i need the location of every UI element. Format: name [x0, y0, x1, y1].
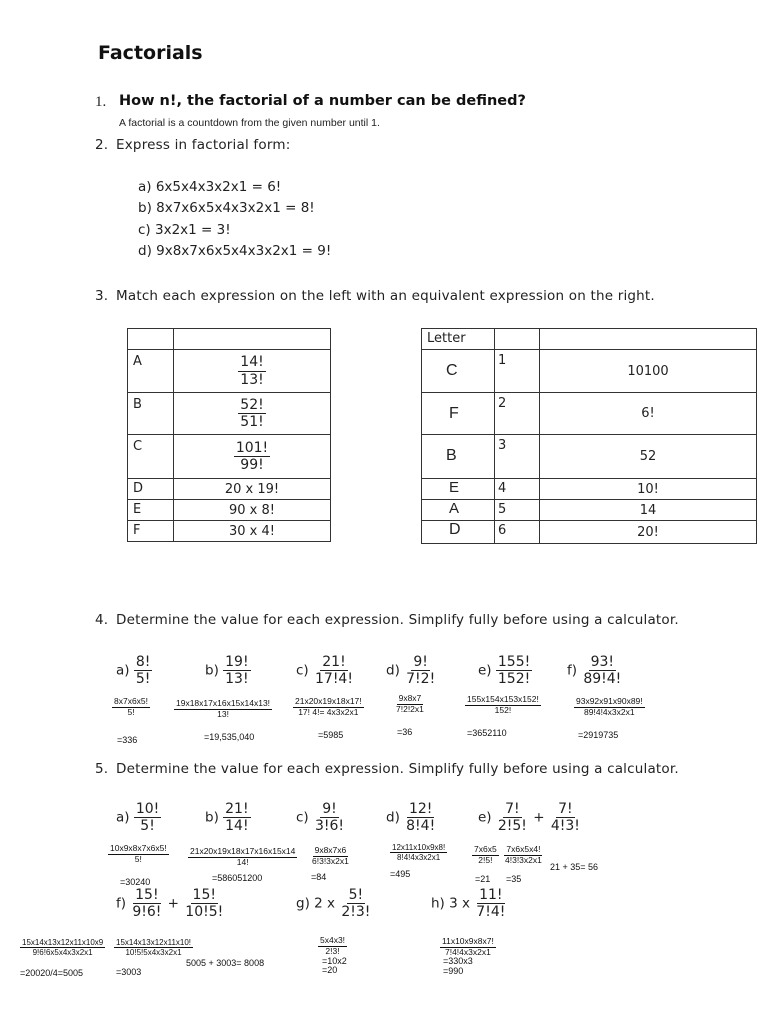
q4-text: Determine the value for each expression. Simplify fully before using a calculator. [116, 612, 679, 628]
table-row [128, 521, 331, 542]
q4-working-b: $\frac{19x18x17x16x15x14x13!}{13!}$ [176, 698, 271, 719]
q5-working-e1: $\frac{7x6x5}{2!5!}$ [474, 844, 497, 865]
q5-text: Determine the value for each expression. Simplify fully before using a calculator. [116, 761, 679, 777]
q4-working-d: $\frac{9x8x7}{7!2!2x1}$ [396, 693, 424, 714]
q5-answer-d: =495 [390, 869, 411, 879]
q5-working-g: $\frac{5x4x3!}{2!3!}$ [320, 935, 346, 956]
row-value: 10! [540, 479, 757, 500]
q5-answer-f2: =3003 [116, 967, 142, 977]
q5-answer-f-sum: 5005 + 3003= 8008 [186, 958, 265, 968]
row-letter: E [128, 500, 174, 521]
q5-answer-e-sum: 21 + 35= 56 [550, 862, 599, 872]
q5-answer-c: =84 [311, 872, 327, 882]
q2-item-c: c) 3x2x1 = 3! [138, 222, 231, 238]
row-value: 6! [540, 393, 757, 435]
q4-answer-f: =2919735 [578, 730, 619, 740]
q5-item-f: f) $\frac{15!}{9!6!}$ + $\frac{15!}{10!5!}$ [116, 887, 224, 921]
answer-letter: E [422, 479, 495, 500]
fraction: $\frac{52!}{51!}$ [240, 396, 264, 430]
q4-answer-b: =19,535,040 [204, 732, 255, 742]
table-row [422, 350, 757, 393]
table-row [422, 479, 757, 500]
row-value: 14 [540, 500, 757, 521]
row-number: 2 [495, 393, 540, 435]
q5-item-h: h) 3 x $\frac{11!}{7!4!}$ [431, 887, 506, 921]
q4-answer-e: =3652110 [467, 728, 507, 738]
fraction: $\frac{101!}{99!}$ [235, 439, 269, 473]
table-row [422, 393, 757, 435]
q2-number: 2. [95, 137, 109, 153]
row-letter: D [128, 479, 174, 500]
q5-answer-f1: =20020/4=5005 [20, 968, 84, 978]
row-expression: 30 x 4! [174, 521, 331, 542]
q4-working-e: $\frac{155x154x153x152!}{152!}$ [467, 694, 539, 715]
row-number: 1 [495, 350, 540, 393]
q4-answer-d: =36 [397, 727, 413, 737]
q5-answer-g1: =10x2 [322, 956, 347, 966]
q2-item-b: b) 8x7x6x5x4x3x2x1 = 8! [138, 200, 315, 216]
row-number: 3 [495, 435, 540, 479]
q4-item-a: a) $\frac{8!}{5!}$ [116, 654, 151, 688]
q5-answer-h2: =990 [443, 966, 464, 976]
row-letter: B [128, 393, 174, 435]
page-title: Factorials [98, 42, 203, 64]
table-row [128, 479, 331, 500]
q5-item-b: b) $\frac{21!}{14!}$ [205, 801, 249, 835]
q5-working-f1: $\frac{15x14x13x12x11x10x9}{9!6!6x5x4x3x2x1}$ [22, 938, 104, 958]
q5-item-a: a) $\frac{10!}{5!}$ [116, 801, 160, 835]
q2-item-a: a) 6x5x4x3x2x1 = 6! [138, 179, 282, 195]
q5-item-d: d) $\frac{12!}{8!4!}$ [386, 801, 436, 835]
table-row [128, 500, 331, 521]
q4-working-f: $\frac{93x92x91x90x89!}{89!4!4x3x2x1}$ [576, 696, 643, 717]
q5-working-d: $\frac{12x11x10x9x8!}{8!4!4x3x2x1}$ [392, 843, 446, 863]
answer-letter: C [422, 350, 495, 393]
q5-answer-e1: =21 [475, 874, 491, 884]
row-letter: A [128, 350, 174, 393]
table-row [128, 393, 331, 435]
table-row [422, 435, 757, 479]
q4-item-b: b) $\frac{19!}{13!}$ [205, 654, 249, 688]
q4-answer-c: =5985 [318, 730, 344, 740]
answer-letter: F [422, 393, 495, 435]
q4-number: 4. [95, 612, 109, 628]
answer-letter: A [422, 500, 495, 521]
q1-number: 1. [95, 94, 107, 110]
row-letter: F [128, 521, 174, 542]
q5-item-e: e) $\frac{7!}{2!5!}$ + $\frac{7!}{4!3!}$ [478, 801, 580, 835]
left-match-table [127, 328, 331, 542]
fraction: $\frac{14!}{13!}$ [240, 354, 264, 388]
q5-working-f2: $\frac{15x14x13x12x11x10!}{10!5!5x4x3x2x1}$ [116, 938, 192, 958]
row-letter: C [128, 435, 174, 479]
row-expression: 90 x 8! [174, 500, 331, 521]
row-value: 52 [540, 435, 757, 479]
q4-item-d: d) $\frac{9!}{7!2!}$ [386, 654, 436, 688]
table-row [422, 500, 757, 521]
q5-answer-g2: =20 [322, 965, 338, 975]
q5-working-e2: $\frac{7x6x5x4!}{4!3!3x2x1}$ [505, 844, 542, 865]
row-number: 4 [495, 479, 540, 500]
q3-text: Match each expression on the left with an equivalent expression on the right. [116, 288, 655, 304]
q4-working-a: $\frac{8x7x6x5!}{5!}$ [114, 696, 149, 717]
row-expression: 20 x 19! [174, 479, 331, 500]
q1-question: How n!, the factorial of a number can be defined? [119, 93, 526, 109]
answer-letter: D [422, 521, 495, 544]
q4-working-c: $\frac{21x20x19x18x17!}{17! 4!= 4x3x2x1}$ [295, 696, 362, 717]
answer-letter: B [422, 435, 495, 479]
q2-text: Express in factorial form: [116, 137, 291, 153]
q5-number: 5. [95, 761, 109, 777]
q5-item-c: c) $\frac{9!}{3!6!}$ [296, 801, 345, 835]
q5-working-h: $\frac{11x10x9x8x7!}{7!4!4x3x2x1}$ [442, 936, 494, 957]
table-row [128, 435, 331, 479]
row-number: 6 [495, 521, 540, 544]
q4-item-f: f) $\frac{93!}{89!4!}$ [567, 654, 622, 688]
q5-working-c: $\frac{9x8x7x6}{6!3!3x2x1}$ [312, 845, 349, 866]
table-row [422, 521, 757, 544]
right-match-table [421, 328, 757, 544]
q5-answer-b: =586051200 [212, 873, 263, 883]
row-number: 5 [495, 500, 540, 521]
row-value: 10100 [540, 350, 757, 393]
q3-number: 3. [95, 288, 109, 304]
letter-header: Letter [422, 329, 495, 350]
q5-item-g: g) 2 x $\frac{5!}{2!3!}$ [296, 887, 371, 921]
q5-answer-a: =30240 [120, 877, 151, 887]
q4-answer-a: =336 [117, 735, 138, 745]
q5-working-b: $\frac{21x20x19x18x17x16x15x14}{14!}$ [190, 846, 296, 867]
q2-item-d: d) 9x8x7x6x5x4x3x2x1 = 9! [138, 243, 332, 259]
row-value: 20! [540, 521, 757, 544]
q4-item-c: c) $\frac{21!}{17!4!}$ [296, 654, 353, 688]
q4-item-e: e) $\frac{155!}{152!}$ [478, 654, 531, 688]
table-row [128, 350, 331, 393]
q1-answer: A factorial is a countdown from the given number until 1. [119, 117, 380, 129]
q5-working-a: $\frac{10x9x8x7x6x5!}{5!}$ [110, 843, 167, 864]
q5-answer-e2: =35 [506, 874, 522, 884]
q5-answer-h1: =330x3 [443, 956, 473, 966]
